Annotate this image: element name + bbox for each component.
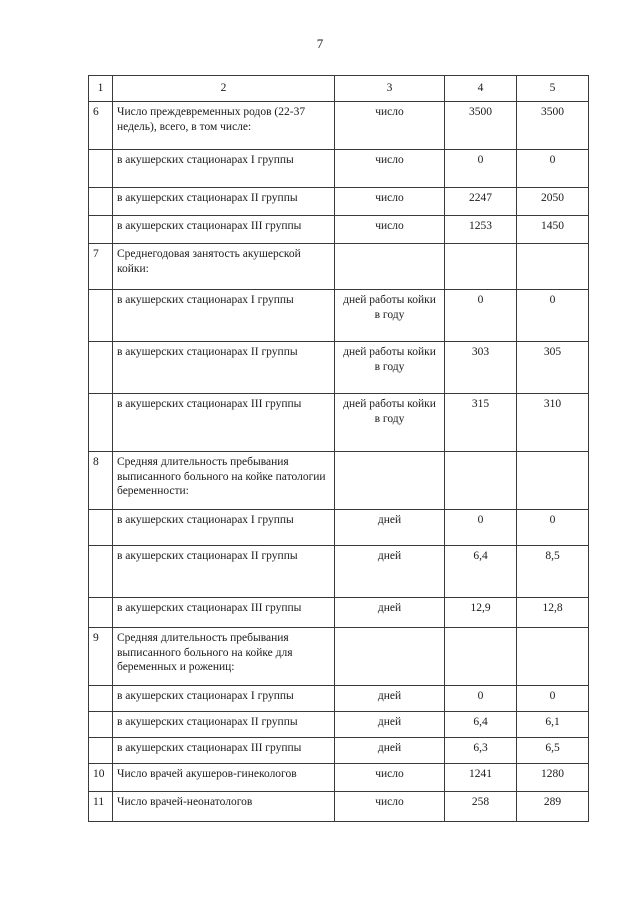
indicator-name-cell: в акушерских стационарах I группы [113, 686, 335, 712]
value-col5-cell: 0 [517, 510, 589, 546]
table-row [89, 510, 589, 546]
table-row [89, 712, 589, 738]
unit-cell [335, 452, 445, 510]
table-body [89, 76, 589, 822]
value-col5-cell: 2050 [517, 188, 589, 216]
table-row [89, 764, 589, 792]
value-col4-cell: 315 [445, 394, 517, 452]
indicator-name-cell: в акушерских стационарах I группы [113, 510, 335, 546]
row-number-cell: 6 [89, 102, 113, 150]
row-number-cell [89, 342, 113, 394]
table-row [89, 686, 589, 712]
value-col4-cell: 1241 [445, 764, 517, 792]
unit-cell: дней [335, 686, 445, 712]
value-col4-cell: 3500 [445, 102, 517, 150]
table-header-row [89, 76, 589, 102]
value-col5-cell: 289 [517, 792, 589, 822]
row-number-cell: 7 [89, 244, 113, 290]
value-col4-cell [445, 452, 517, 510]
table-row [89, 546, 589, 598]
value-col5-cell [517, 452, 589, 510]
unit-cell: дней работы койки в году [335, 342, 445, 394]
table-row [89, 452, 589, 510]
table-row [89, 290, 589, 342]
header-cell: 3 [335, 76, 445, 102]
value-col4-cell: 1253 [445, 216, 517, 244]
value-col5-cell: 6,5 [517, 738, 589, 764]
row-number-cell [89, 712, 113, 738]
value-col4-cell: 0 [445, 150, 517, 188]
value-col5-cell: 305 [517, 342, 589, 394]
row-number-cell: 8 [89, 452, 113, 510]
row-number-cell [89, 546, 113, 598]
row-number-cell [89, 738, 113, 764]
indicator-name-cell: в акушерских стационарах II группы [113, 342, 335, 394]
value-col5-cell: 6,1 [517, 712, 589, 738]
indicator-name-cell: в акушерских стационарах I группы [113, 290, 335, 342]
table-row [89, 738, 589, 764]
value-col5-cell: 310 [517, 394, 589, 452]
unit-cell: число [335, 150, 445, 188]
unit-cell: число [335, 102, 445, 150]
row-number-cell [89, 686, 113, 712]
row-number-cell [89, 216, 113, 244]
table-row [89, 188, 589, 216]
value-col4-cell [445, 628, 517, 686]
indicators-table [88, 75, 589, 822]
unit-cell [335, 628, 445, 686]
value-col5-cell [517, 244, 589, 290]
row-number-cell: 11 [89, 792, 113, 822]
indicator-name-cell: Среднегодовая занятость акушерской койки: [113, 244, 335, 290]
unit-cell: число [335, 216, 445, 244]
value-col5-cell: 0 [517, 150, 589, 188]
unit-cell: дней [335, 598, 445, 628]
value-col4-cell: 6,4 [445, 546, 517, 598]
unit-cell: дней работы койки в году [335, 290, 445, 342]
value-col4-cell: 2247 [445, 188, 517, 216]
unit-cell [335, 244, 445, 290]
indicator-name-cell: в акушерских стационарах III группы [113, 394, 335, 452]
unit-cell: дней [335, 510, 445, 546]
unit-cell: дней [335, 712, 445, 738]
row-number-cell [89, 510, 113, 546]
value-col5-cell: 3500 [517, 102, 589, 150]
value-col4-cell: 0 [445, 290, 517, 342]
indicator-name-cell: в акушерских стационарах I группы [113, 150, 335, 188]
value-col5-cell: 1450 [517, 216, 589, 244]
indicator-name-cell: в акушерских стационарах II группы [113, 546, 335, 598]
value-col4-cell [445, 244, 517, 290]
indicator-name-cell: в акушерских стационарах III группы [113, 598, 335, 628]
header-cell: 2 [113, 76, 335, 102]
row-number-cell [89, 188, 113, 216]
table-row [89, 628, 589, 686]
table-row [89, 342, 589, 394]
value-col4-cell: 12,9 [445, 598, 517, 628]
page-number: 7 [316, 36, 324, 51]
value-col4-cell: 6,3 [445, 738, 517, 764]
indicator-name-cell: Число врачей-неонатологов [113, 792, 335, 822]
value-col4-cell: 303 [445, 342, 517, 394]
table-row [89, 150, 589, 188]
value-col5-cell: 0 [517, 290, 589, 342]
header-cell: 1 [89, 76, 113, 102]
table-row [89, 216, 589, 244]
unit-cell: дней работы койки в году [335, 394, 445, 452]
value-col5-cell: 0 [517, 686, 589, 712]
unit-cell: число [335, 764, 445, 792]
indicator-name-cell: в акушерских стационарах II группы [113, 712, 335, 738]
unit-cell: дней [335, 546, 445, 598]
header-cell: 4 [445, 76, 517, 102]
indicator-name-cell: Число врачей акушеров-гинекологов [113, 764, 335, 792]
unit-cell: число [335, 792, 445, 822]
value-col5-cell: 8,5 [517, 546, 589, 598]
unit-cell: дней [335, 738, 445, 764]
indicator-name-cell: в акушерских стационарах III группы [113, 216, 335, 244]
table-row [89, 244, 589, 290]
row-number-cell [89, 290, 113, 342]
value-col5-cell [517, 628, 589, 686]
value-col4-cell: 0 [445, 510, 517, 546]
row-number-cell [89, 598, 113, 628]
table-row [89, 792, 589, 822]
table-row [89, 102, 589, 150]
indicator-name-cell: Средняя длительность пребывания выписанного больного на койке патологии беременности: [113, 452, 335, 510]
row-number-cell [89, 394, 113, 452]
indicator-name-cell: в акушерских стационарах III группы [113, 738, 335, 764]
table-row [89, 394, 589, 452]
value-col4-cell: 6,4 [445, 712, 517, 738]
row-number-cell [89, 150, 113, 188]
value-col5-cell: 12,8 [517, 598, 589, 628]
unit-cell: число [335, 188, 445, 216]
row-number-cell: 9 [89, 628, 113, 686]
indicator-name-cell: Средняя длительность пребывания выписанного больного на койке для беременных и рожениц: [113, 628, 335, 686]
value-col4-cell: 258 [445, 792, 517, 822]
header-cell: 5 [517, 76, 589, 102]
row-number-cell: 10 [89, 764, 113, 792]
indicator-name-cell: в акушерских стационарах II группы [113, 188, 335, 216]
value-col5-cell: 1280 [517, 764, 589, 792]
table-row [89, 598, 589, 628]
value-col4-cell: 0 [445, 686, 517, 712]
indicator-name-cell: Число преждевременных родов (22-37 недель), всего, в том числе: [113, 102, 335, 150]
